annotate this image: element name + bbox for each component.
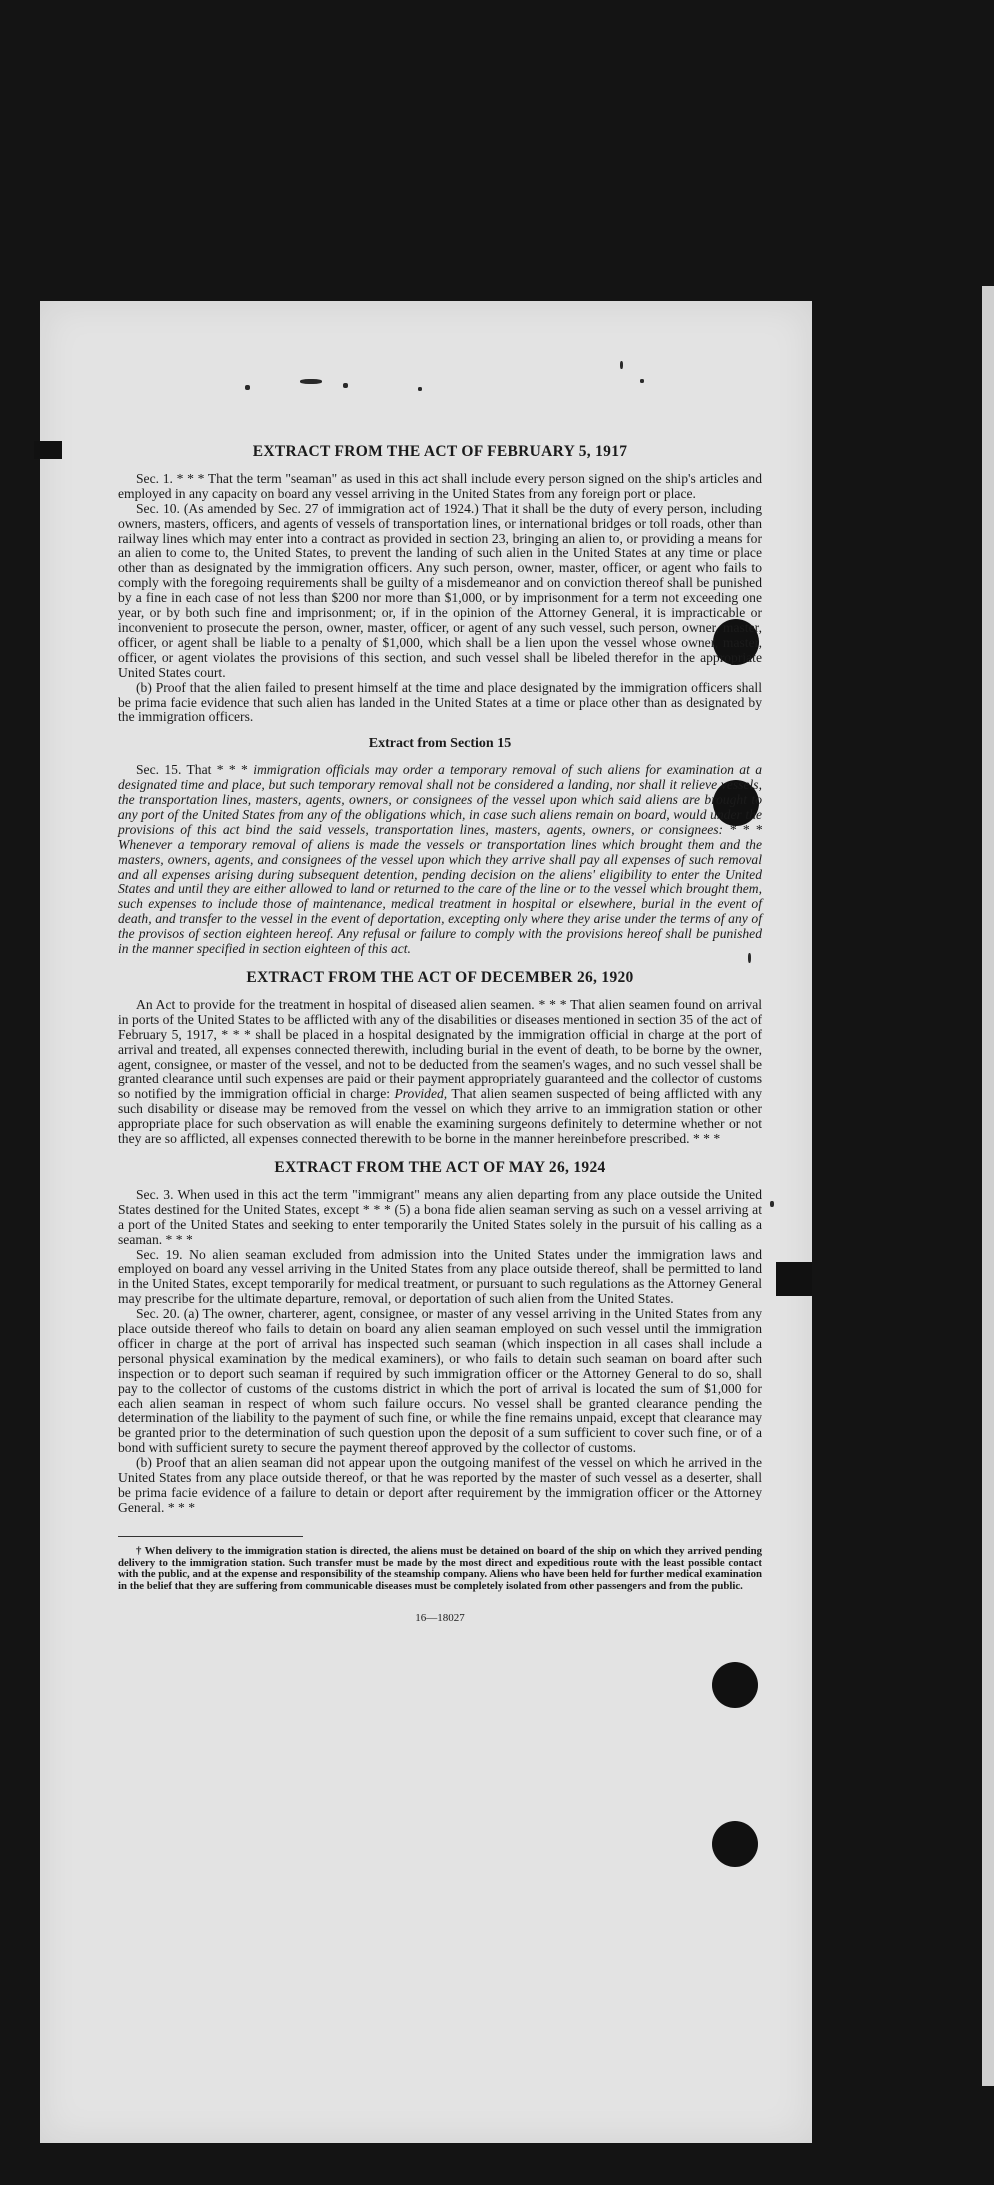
scan-speck	[343, 383, 348, 388]
act-1920-text	[118, 998, 762, 1147]
heading-act-1920: EXTRACT FROM THE ACT OF DECEMBER 26, 1920	[246, 969, 634, 986]
binder-tab-left	[34, 441, 62, 459]
heading-act-1917: EXTRACT FROM THE ACT OF FEBRUARY 5, 1917	[252, 443, 628, 460]
scan-speck	[245, 385, 250, 390]
section-10-b: (b) Proof that the alien failed to present himself at the time and place designated by the immigration officers shall be prima facie evidence that such alien has landed in the United States at a time or place other than as designated by the immigration officers.	[118, 679, 762, 725]
adjacent-page-edge	[982, 286, 994, 2086]
binder-tab-right	[776, 1262, 812, 1296]
punch-hole	[712, 1821, 758, 1867]
scan-speck	[620, 361, 623, 369]
scan-speck	[418, 387, 422, 391]
section-1: Sec. 1. * * * That the term "seaman" as used in this act shall include every person signed on the ship's articles and employed in any capacity on board any vessel arriving in the United States from any foreign port or place.	[118, 470, 762, 501]
scan-speck	[770, 1201, 774, 1207]
section-20-b: (b) Proof that an alien seaman did not appear upon the outgoing manifest of the vessel on which he arrived in the United States from any place outside thereof, or that he was reported by the master of such vessel as a deserter, shall be prima facie evidence of a failure to detain or deport after requirement by the immigration officer or the Attorney General. * * *	[118, 1455, 762, 1515]
punch-hole	[712, 1662, 758, 1708]
section-3: Sec. 3. When used in this act the term "immigrant" means any alien departing from any place outside the United States destined for the United States, except * * * (5) a bona fide alien seaman serving as such on a vessel arriving at a port of the United States and seeking to enter temporarily the United States solely in the pursuit of his calling as a seaman. * * *	[118, 1186, 762, 1247]
heading-act-1924: EXTRACT FROM THE ACT OF MAY 26, 1924	[274, 1158, 606, 1176]
section-15-body: immigration officials may order a temporary removal of such aliens for examination at a designated time and place, but such temporary removal shall not be considered a landing, nor shall it relieve vessels, the transportation lines, masters, agents, owners, or consignees of the vessel upon which said aliens are brought to any port of the United States from any of the obligations which, in case such aliens remain on board, would under the provisions of this act bind the said vessels, transportation lines, masters, agents, owners, or consignees: * * * Whenever a temporary removal of aliens is made the vessels or transportation lines which brought them and the masters, owners, agents, and consignees of the vessel upon which they arrive shall pay all expenses of such removal and all expenses arising during subsequent detention, pending decision on the aliens' eligibility to enter the United States and until they are either allowed to land or returned to the care of the line or to the vessel which brought them, such expenses to include those of maintenance, medical treatment in hospital or elsewhere, burial in the event of death, and transfer to the vessel in the event of deportation, excepting only where they arise under the terms of any of the provisos of section eighteen hereof. Any refusal or failure to comply with the provisions hereof shall be punished in the manner specified in section eighteen of this act.	[118, 762, 762, 957]
provided-term: Provided,	[394, 1086, 448, 1102]
subheading-section-15: Extract from Section 15	[368, 736, 512, 752]
footnote-divider	[118, 1536, 303, 1537]
document-page	[40, 301, 812, 2143]
footnote-text: † When delivery to the immigration station is directed, the aliens must be detained on board of the ship on which they arrived pending delivery to the immigration station. Such transfer must be made by the most direct and expeditious route with the least possible contact with the public, and at the expense and responsibility of the steamship company. Aliens who have been held for further medical examination in the belief that they are suffering from communicable diseases must be completely isolated from other passengers and from the public.	[118, 1544, 762, 1593]
page-code: 16—18027	[415, 1612, 465, 1624]
section-15	[118, 763, 762, 957]
act-1920-part-a: An Act to provide for the treatment in hospital of diseased alien seamen. * * * That alien seamen found on arrival in ports of the United States to be afflicted with any of the disabilities or diseases mentioned in section 35 of the act of February 5, 1917, * * * shall be placed in a hospital designated by the immigration official in charge at the port of arrival and treated, all expenses connected therewith, including burial in the event of death, to be borne by the owner, agent, consignee, or master of the vessel, and not to be deducted from the seamen's wages, and no such vessel shall be granted clearance until such expenses are paid or their payment appropriately guaranteed and the collector of customs so notified by the immigration official in charge:	[118, 996, 762, 1102]
section-19: Sec. 19. No alien seaman excluded from admission into the United States under the immigration laws and employed on board any vessel arriving in the United States from any place outside thereof, shall be permitted to land in the United States, except temporarily for medical treatment, or pursuant to such regulations as the Attorney General may prescribe for the ultimate departure, removal, or deportation of such alien from the United States.	[118, 1246, 762, 1307]
section-20: Sec. 20. (a) The owner, charterer, agent, consignee, or master of any vessel arriving in the United States from any place outside thereof who fails to detain on board any alien seaman employed on such vessel until the immigration officer in charge at the port of arrival has inspected such seaman (which inspection in all cases shall include a personal physical examination by the medical examiners), or who fails to detain such seaman on board after such inspection or to deport such seaman if required by such immigration officer or the Attorney General to do so, shall pay to the collector of customs of the customs district in which the port of arrival is located the sum of $1,000 for each alien seaman in respect of whom such failure occurs. No vessel shall be granted clearance pending the determination of the liability to the payment of such fine, or while the fine remains unpaid, except that clearance may be granted prior to the determination of such question upon the deposit of a sum sufficient to cover such fine, or of a bond with sufficient surety to secure the payment thereof approved by the collector of customs.	[118, 1306, 762, 1456]
section-10: Sec. 10. (As amended by Sec. 27 of immigration act of 1924.) That it shall be the duty of every person, including owners, masters, officers, and agents of vessels of transportation lines, or international bridges or toll roads, other than railway lines which may enter into a contract as provided in section 23, bringing an alien to, or providing a means for an alien to come to, the United States, to prevent the landing of such alien in the United States at any time or place other than as designated by the immigration officers. Any such person, owner, master, officer, or agent who fails to comply with the foregoing requirements shall be guilty of a misdemeanor and on conviction thereof shall be punished by a fine in each case of not less than $200 nor more than $1,000, or by imprisonment for a term not exceeding one year, or by both such fine and imprisonment; or, if in the opinion of the Attorney General, it is impracticable or inconvenient to prosecute the person, owner, master, officer, or agent of any such vessel, such person, owner, master, officer, or agent shall be liable to a penalty of $1,000, which shall be a lien upon the vessel whose owner, master, officer, or agent violates the provisions of this section, and such vessel shall be libeled therefor in the appropriate United States court.	[118, 500, 762, 680]
act-1920-part-b: That alien seamen suspected of being afflicted with any such disability or disease may be removed from the vessel on which they arrive to an immigration station or other appropriate place for such observation as will enable the examining surgeons definitely to determine whether or not they are so afflicted, all expenses connected therewith to be borne in the manner hereinbefore prescribed. * * *	[118, 1086, 762, 1147]
scan-speck	[300, 379, 322, 384]
section-15-lead: Sec. 15. That * * *	[136, 762, 254, 778]
scan-speck	[640, 379, 644, 383]
footnote	[118, 1546, 762, 1593]
document-text	[118, 431, 762, 1626]
